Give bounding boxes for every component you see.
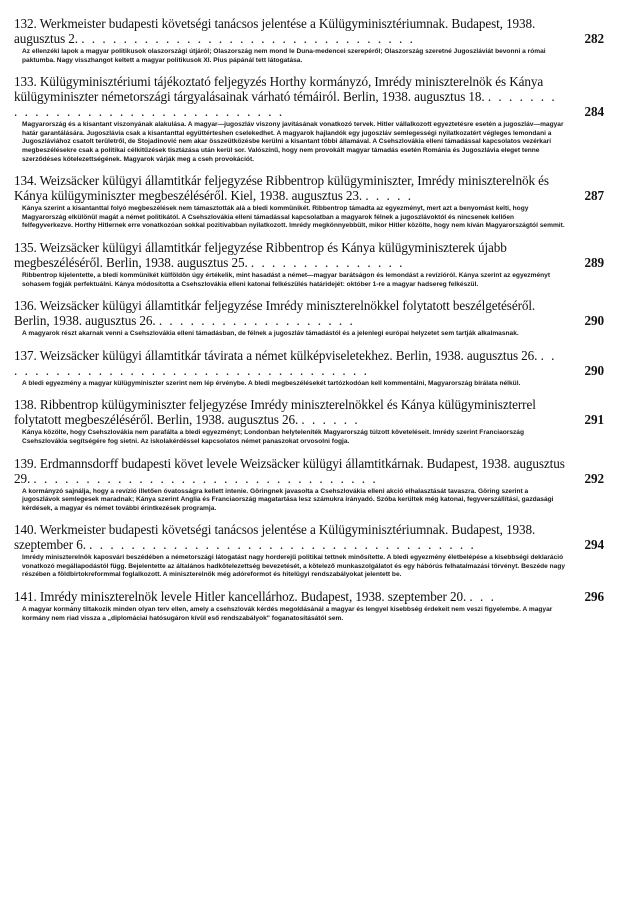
dot-leader: . . . . . . xyxy=(301,412,360,428)
entry-title: 133. Külügyminisztériumi tájékoztató feljegyzés Horthy kormányzó, Imrédy miniszterelnök és Kánya külügyminiszter németországi tárgyalásainak várható témáiról. Berlin, 1938. augusztus 18. xyxy=(14,74,544,105)
entry-summary: A kormányzó sajnálja, hogy a revízió illetően óvatosságra kellett intenie. Göringnek javasolta a Csehszlovákia elleni akció elhalasztását tavaszra. Göring szerint a jugoszlávok semlegesek maradnak; Kánya szerint Anglia és Franciaország magatartása lesz számukra irányadó. Szóba kerültek még katonai, fegyverszállítási, gazdasági kérdések, a magyar és német további érintkezések programja. xyxy=(22,487,554,512)
page-number: 291 xyxy=(584,412,604,428)
dot-leader: . . . . . xyxy=(365,188,413,204)
entry-summary: Az ellenzéki lapok a magyar politikusok olaszországi útjáról; Olaszország nem mond le Duna-medencei szerepéről; Olaszország szeretné Jugoszláviát bevonni a római paktumba. Nagy visszhangot keltett a magyar politikusok XI. Pius pápánál tett látogatása. xyxy=(22,48,546,64)
page-number: 284 xyxy=(584,104,604,120)
entry-heading xyxy=(14,240,606,270)
entry-title: 139. Erdmannsdorff budapesti követ levele Weizsäcker külügyi államtitkárnak. Budapest, 1938. augusztus 29. xyxy=(14,455,565,486)
entry-title: 135. Weizsäcker külügyi államtitkár feljegyzése Ribbentrop és Kánya külügyminiszterek újabb megbeszéléséről. Berlin, 1938. augusztus 25. xyxy=(14,239,507,270)
toc-entry-137 xyxy=(14,348,606,389)
toc-entry-140 xyxy=(14,522,606,580)
entry-heading xyxy=(14,16,606,46)
entry-summary: Kánya szerint a kisantanttal folyó megbeszélések nem támasztották alá a bledi kommünikét. Ribbentrop támadta az egyezményt, mert azt a benyomást kelti, hogy Magyarország elkülönül magát a német politikától. A Csehszlovákia elleni támadással kapcsolatban a magyarok félnek a jugoszlávoktól és nincsenek kellően felfegyverkezve. Horthy Hitlernek erre vonatkozóan sokkal pozitívabban nyilatkozott. Imrédy megkönnyebbült, mikor Hitler közölte, hogy nem kíván Magyarországtól semmit. xyxy=(22,205,565,230)
dot-leader: . . . xyxy=(469,589,496,605)
page-number: 296 xyxy=(584,589,604,605)
page-number: 287 xyxy=(584,188,604,204)
dot-leader: . . . . . . . . . . . . . . . . . . . . . . . . . . . . . . . . . . . . xyxy=(14,347,557,378)
entry-heading xyxy=(14,74,606,119)
toc-entry-141 xyxy=(14,589,606,623)
page-number: 294 xyxy=(584,537,604,553)
toc-entry-132 xyxy=(14,16,606,65)
entry-title: 140. Werkmeister budapesti követségi tanácsos jelentése a Külügyminisztériumnak. Budapest, 1938. szeptember 6. xyxy=(14,522,536,553)
dot-leader: . . . . . . . . . . . . . . . . . . . xyxy=(158,313,355,329)
toc-entry-133 xyxy=(14,74,606,164)
entry-heading xyxy=(14,456,606,486)
entry-title: 136. Weizsäcker külügyi államtitkár feljegyzése Imrédy miniszterelnökkel folytatott beszélgetéséről. Berlin, 1938. augusztus 26. xyxy=(14,298,536,329)
entry-heading xyxy=(14,522,606,552)
table-of-contents xyxy=(14,16,606,632)
entry-heading xyxy=(14,397,606,427)
entry-summary: A bledi egyezmény a magyar külügyminiszter szerint nem lép érvénybe. A bledi megbeszélésekét tartózkodóan kell kommentálni, Magyarország bírálata nélkül. xyxy=(22,379,521,387)
page-number: 290 xyxy=(584,313,604,329)
entry-summary: A magyar kormány tiltakozik minden olyan terv ellen, amely a csehszlovák kérdés megoldásánál a magyar és lengyel kisebbség érdekeit nem veszi figyelembe. A magyar kormány nem riad vissza a „diplomáciai hatósugáron kívül eső rendszabályok" foganatosításától sem. xyxy=(22,606,553,622)
toc-entry-138 xyxy=(14,397,606,446)
entry-title: 141. Imrédy miniszterelnök levele Hitler kancellárhoz. Budapest, 1938. szeptember 20. xyxy=(14,589,467,605)
entry-title: 137. Weizsäcker külügyi államtitkár távirata a német külképviseletekhez. Berlin, 1938. augusztus 26. xyxy=(14,347,538,363)
page-number: 282 xyxy=(584,31,604,46)
dot-leader: . . . . . . . . . . . . . . . . . . . . . . . . . . . . . . . . . xyxy=(14,89,557,120)
page-number: 292 xyxy=(584,470,604,486)
toc-entry-134 xyxy=(14,173,606,231)
toc-entry-139 xyxy=(14,456,606,514)
entry-summary: Ribbentrop kijelentette, a bledi kommünikét külföldön úgy értékelik, mint hasadást a német—magyar barátságon és lemondást a revízióról. Kánya szerint az egyezményt sohasem fogják perfektuálni. Kánya módosította a Csehszlovákia elleni katonai felkészülés határidejét: október 1-re a magyar hadsereg felkészül. xyxy=(22,271,551,288)
dot-leader: . . . . . . . . . . . . . . . xyxy=(250,254,405,270)
entry-title: 138. Ribbentrop külügyminiszter feljegyzése Imrédy miniszterelnökkel és Kánya külügyminiszterrel folytatott megbeszéléséről. Berlin, 1938. augusztus 26. xyxy=(14,397,536,428)
entry-summary: A magyarok részt akarnak venni a Csehszlovákia elleni támadásban, de félnek a jugoszláv támadástól és a jelenlegi európai helyzetet sem tartják alkalmasnak. xyxy=(22,330,519,338)
dot-leader: . . . . . . . . . . . . . . . . . . . . . . . . . . . . . . . . xyxy=(81,31,415,46)
dot-leader: . . . . . . . . . . . . . . . . . . . . . . . . . . . . . . . . . xyxy=(33,470,378,486)
dot-leader: . . . . . . . . . . . . . . . . . . . . . . . . . . . . . . . . . . . . . xyxy=(89,537,476,553)
entry-title: 134. Weizsäcker külügyi államtitkár feljegyzése Ribbentrop külügyminiszter, Imrédy miniszterelnök és Kánya külügyminiszter megbeszéléséről. Kiel, 1938. augusztus 23. xyxy=(14,173,549,204)
entry-summary: Magyarország és a kisantant viszonyának alakulása. A magyar—jugoszláv viszony javításának vonatkozó tervek. Hitler vállalkozott egyeztetésre esetén a jugoszláv—magyar határ garantálására. Jugoszlávia csak a kisantanttal együttérteshen cselekedhet. A magyarok hajlandók egy jugoszláv semlegességi nyilatkozatért végleges lemondani a Jugoszláviához csatolt területről, de Stojadinović nem akar összeütközésbe kerülni a kisantant többi államával. A Csehszlovákia elleni támadással kapcsolatos vezérkari megbeszélésekre csak a politikai célkitűzések tisztázása után kerül sor. Valószínű, hogy nem provokált magyar támadás esetén Románia és Jugoszlávia eleget tenne szerződéses kötelezettségének. Magyarok várják meg a cseh provokációt. xyxy=(22,121,564,163)
toc-entry-136 xyxy=(14,298,606,339)
entry-heading xyxy=(14,173,606,203)
entry-summary: Kánya közölte, hogy Csehszlovákia nem parafálta a bledi egyezményt; Londonban helyteleníték Magyarország túlzott követeléseit. Imrédy szerint Franciaország Csehszlovákia segítségére fog sietni. Az iskolakérdéssel kapcsolatos német panaszokat orvosolni fogja. xyxy=(22,429,525,445)
page-number: 289 xyxy=(584,254,604,270)
entry-summary: Imrédy miniszterelnök kaposvári beszédében a németországi látogatást nagy horderejű politikai tettnek minősítette. A bledi egyezmény életbelépése a kisebbségi deklaráció vonatkozó megállapodástól függ. Bejelentette az általános hadkötelezettség bevezetését, a kötelező munkaszolgálatot és egy hábórús felhatalmazási törvényt. Beszéde nagy részében a földbirtokreformmal foglalkozott. A miniszterelnök még adóreformot és hitelügyi rendszabályokat jelentett be. xyxy=(22,554,566,579)
page-number: 290 xyxy=(584,362,604,378)
toc-entry-135 xyxy=(14,240,606,289)
entry-heading xyxy=(14,348,606,378)
entry-heading xyxy=(14,298,606,328)
entry-title: 132. Werkmeister budapesti követségi tanácsos jelentése a Külügyminisztériumnak. Budapest, 1938. augusztus 2. xyxy=(14,16,536,46)
entry-heading xyxy=(14,589,606,604)
